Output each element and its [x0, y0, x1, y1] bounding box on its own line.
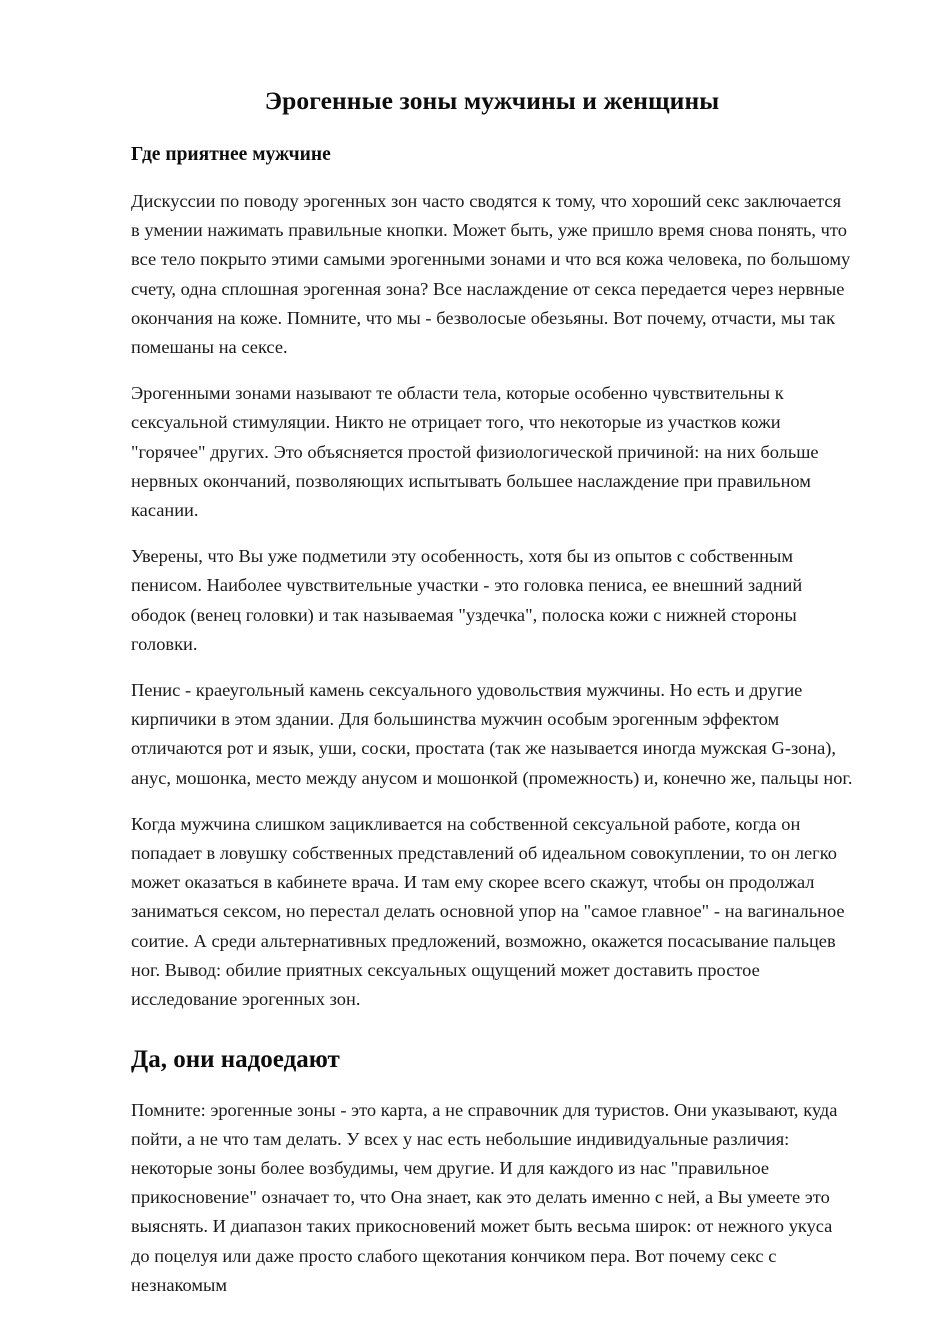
paragraph: Помните: эрогенные зоны - это карта, а не справочник для туристов. Они указывают, куда пойти, а не что там делать. У всех у нас есть небольшие индивидуальные различия: некоторые зоны более возбудимы, чем другие. И для каждого из нас "правильное прикосновение" означает то, что Она знает, как это делать именно с ней, а Вы умеете это выяснять. И диапазон таких прикосновений может быть весьма широк: от нежного укуса до поцелуя или даже просто слабого щекотания кончиком пера. Вот почему секс с незнакомым	[131, 1099, 838, 1295]
section-heading-yes-they-annoy: Да, они надоедают	[131, 1046, 340, 1074]
section-heading-where-pleasant-for-men: Где приятнее мужчине	[131, 143, 331, 165]
paragraph: Уверены, что Вы уже подметили эту особенность, хотя бы из опытов с собственным пенисом. Наиболее чувствительные участки - это головка пениса, ее внешний задний ободок (венец головки) и так называемая "уздечка", полоска кожи с нижней стороны головки.	[131, 546, 803, 654]
paragraph: Пенис - краеугольный камень сексуального удовольствия мужчины. Но есть и другие кирпичики в этом здании. Для большинства мужчин особым эрогенным эффектом отличаются рот и язык, уши, соски, простата (так же называется иногда мужская G-зона), анус, мошонка, место между анусом и мошонкой (промежность) и, конечно же, пальцы ног.	[131, 680, 853, 788]
document-body	[131, 0, 853, 1300]
paragraph: Когда мужчина слишком зацикливается на собственной сексуальной работе, когда он попадает в ловушку собственных представлений об идеальном совокуплении, то он легко может оказаться в кабинете врача. И там ему скорее всего скажут, чтобы он продолжал заниматься сексом, но перестал делать основной упор на "самое главное" - на вагинальное соитие. А среди альтернативных предложений, возможно, окажется посасывание пальцев ног. Вывод: обилие приятных сексуальных ощущений может доставить простое исследование эрогенных зон.	[131, 813, 845, 1010]
page-title: Эрогенные зоны мужчины и женщины	[264, 86, 720, 115]
paragraph: Эрогенными зонами называют те области тела, которые особенно чувствительны к сексуальной стимуляции. Никто не отрицает того, что некоторые из участков кожи "горячее" других. Это объясняется простой физиологической причиной: на них больше нервных окончаний, позволяющих испытывать большее наслаждение при правильном касании.	[131, 383, 819, 520]
paragraph: Дискуссии по поводу эрогенных зон часто сводятся к тому, что хороший секс заключается в умении нажимать правильные кнопки. Может быть, уже пришло время снова понять, что все тело покрыто этими самыми эрогенными зонами и что вся кожа человека, по большому счету, одна сплошная эрогенная зона? Все наслаждение от секса передается через нервные окончания на коже. Помните, что мы - безволосые обезьяны. Вот почему, отчасти, мы так помешаны на сексе.	[131, 190, 851, 357]
